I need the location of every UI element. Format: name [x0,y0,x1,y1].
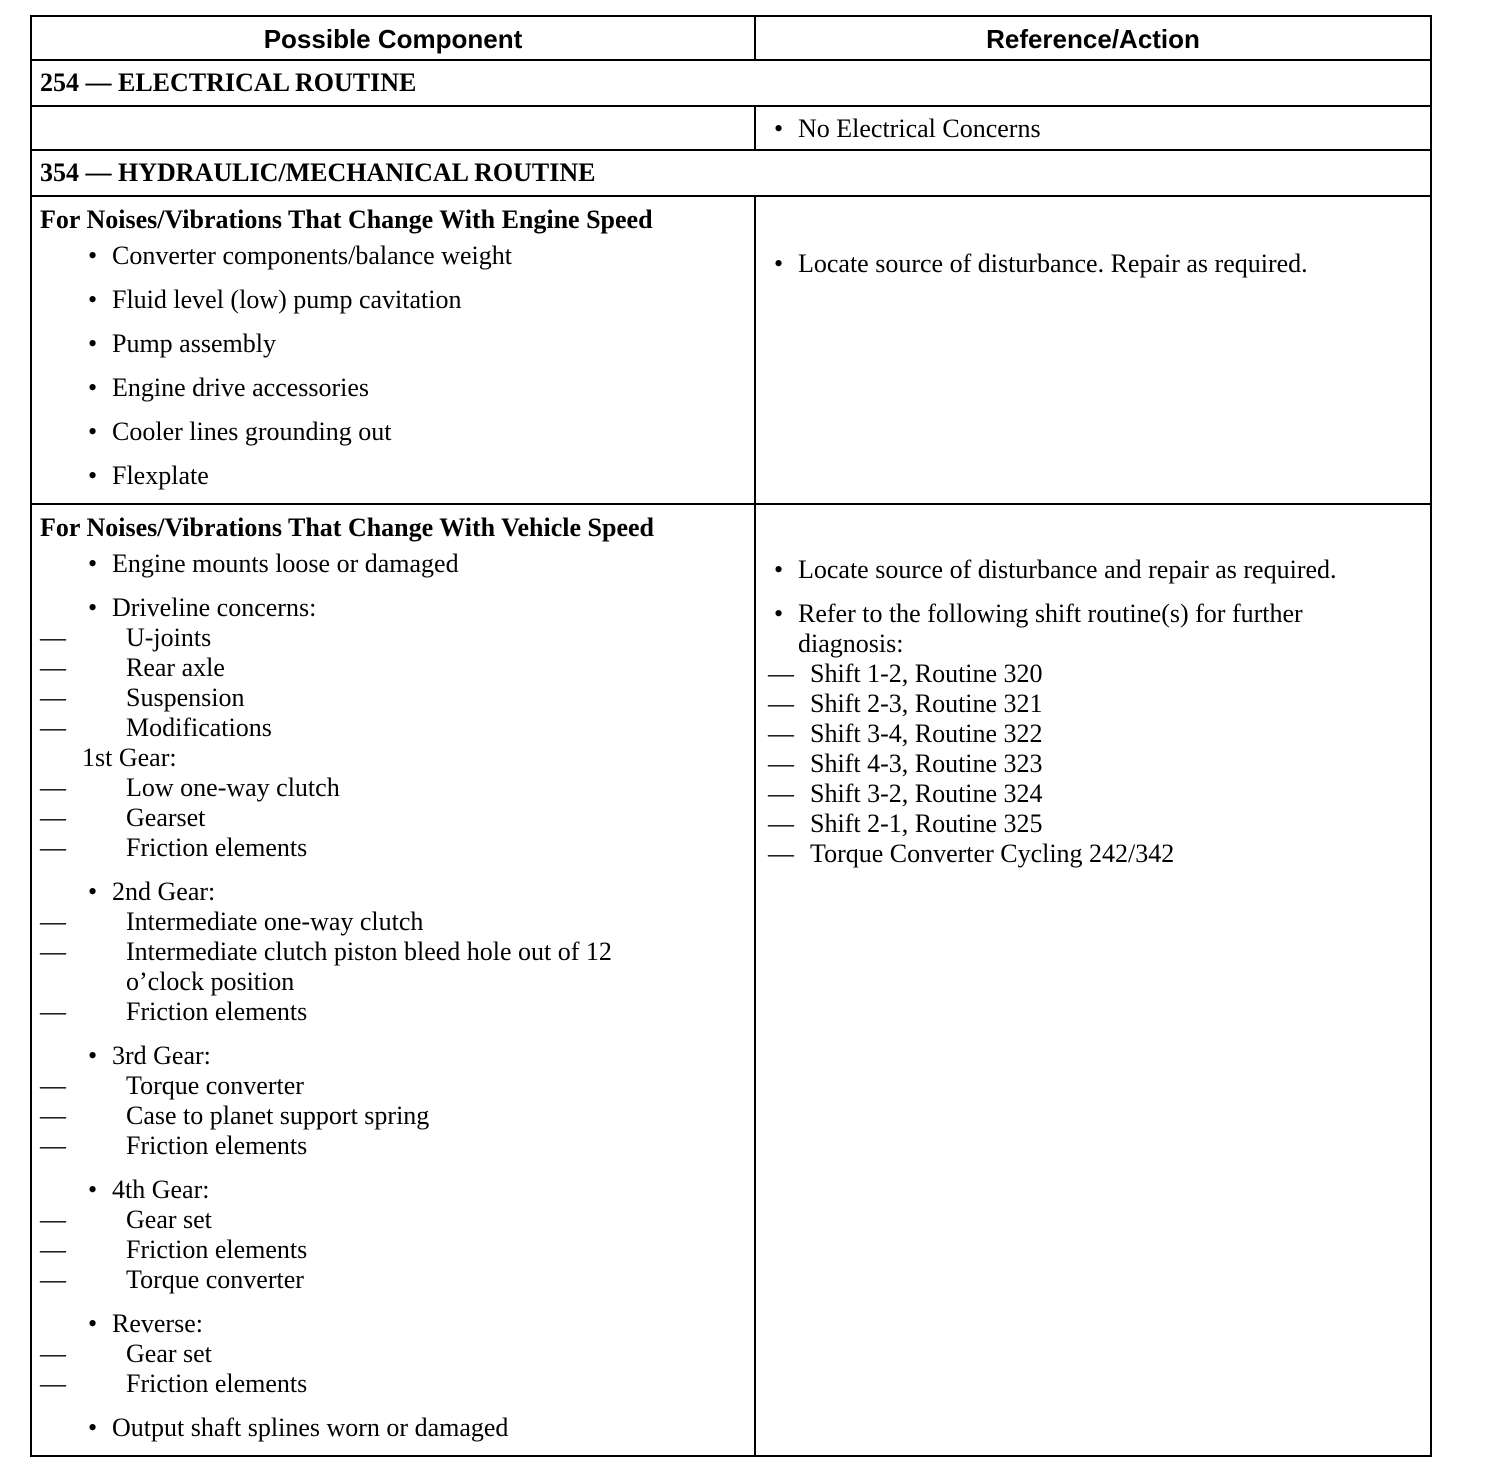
list-item: • Output shaft splines worn or damaged [82,1413,754,1443]
routine-item: — Shift 2-3, Routine 321 [768,689,1410,719]
third-gear-label: • 3rd Gear: [82,1041,754,1071]
electrical-routine-title: 254 — ELECTRICAL ROUTINE [40,68,417,97]
list-item: — Intermediate clutch piston bleed hole out of 12 o’clock position [40,937,666,997]
list-item: — Friction elements [40,1131,754,1161]
vehicle-speed-action-refer: • Refer to the following shift routine(s) for further diagnosis: [768,599,1410,659]
list-item: — Gearset [40,803,754,833]
list-item: — U-joints [40,623,754,653]
table-header-row [32,17,1430,61]
header-reference-action: Reference/Action [986,24,1200,54]
list-item: — Case to planet support spring [40,1101,754,1131]
list-item: • Flexplate [82,461,754,491]
electrical-action-item: • No Electrical Concerns [768,114,1430,144]
header-possible-component: Possible Component [32,17,756,59]
routine-item: — Torque Converter Cycling 242/342 [768,839,1410,869]
list-item: — Torque converter [40,1071,754,1101]
list-item: — Suspension [40,683,754,713]
list-item: • Engine mounts loose or damaged [82,549,754,579]
engine-speed-title: For Noises/Vibrations That Change With Engine Speed [40,205,653,234]
list-item: — Intermediate one-way clutch [40,907,754,937]
vehicle-speed-components [32,505,756,1455]
list-item: — Rear axle [40,653,754,683]
list-item: — Gear set [40,1205,754,1235]
diagnosis-table [30,15,1432,1457]
vehicle-speed-action-locate: • Locate source of disturbance and repair as required. [768,555,1410,585]
list-item: • Converter components/balance weight [82,241,754,271]
fourth-gear-label: • 4th Gear: [82,1175,754,1205]
electrical-detail-row [32,107,1430,151]
list-item: — Friction elements [40,1235,754,1265]
reverse-label: • Reverse: [82,1309,754,1339]
list-item: — Gear set [40,1339,754,1369]
routine-item: — Shift 3-2, Routine 324 [768,779,1410,809]
electrical-section-row [32,61,1430,107]
electrical-component-cell [32,107,756,149]
hydraulic-section-row [32,151,1430,197]
list-item: — Friction elements [40,1369,754,1399]
hydraulic-routine-title: 354 — HYDRAULIC/MECHANICAL ROUTINE [40,158,596,187]
electrical-action-cell [756,107,1430,149]
first-gear-label: 1st Gear: [82,743,177,772]
routine-item: — Shift 4-3, Routine 323 [768,749,1410,779]
list-item: • Fluid level (low) pump cavitation [82,285,754,315]
vehicle-speed-actions [756,505,1430,1455]
driveline-label: • Driveline concerns: [82,593,754,623]
routine-item: — Shift 2-1, Routine 325 [768,809,1410,839]
list-item: — Friction elements [40,833,754,863]
routine-item: — Shift 1-2, Routine 320 [768,659,1410,689]
list-item: — Low one-way clutch [40,773,754,803]
vehicle-speed-row [32,505,1430,1455]
second-gear-label: • 2nd Gear: [82,877,754,907]
list-item: — Friction elements [40,997,754,1027]
list-item: • Pump assembly [82,329,754,359]
engine-speed-components [32,197,756,503]
list-item: • Cooler lines grounding out [82,417,754,447]
list-item: — Modifications [40,713,754,743]
list-item: • Engine drive accessories [82,373,754,403]
engine-speed-action-item: • Locate source of disturbance. Repair as required. [768,249,1430,279]
list-item: — Torque converter [40,1265,754,1295]
engine-speed-row [32,197,1430,505]
vehicle-speed-title: For Noises/Vibrations That Change With Vehicle Speed [40,513,654,542]
engine-speed-action [756,197,1430,503]
routine-item: — Shift 3-4, Routine 322 [768,719,1410,749]
